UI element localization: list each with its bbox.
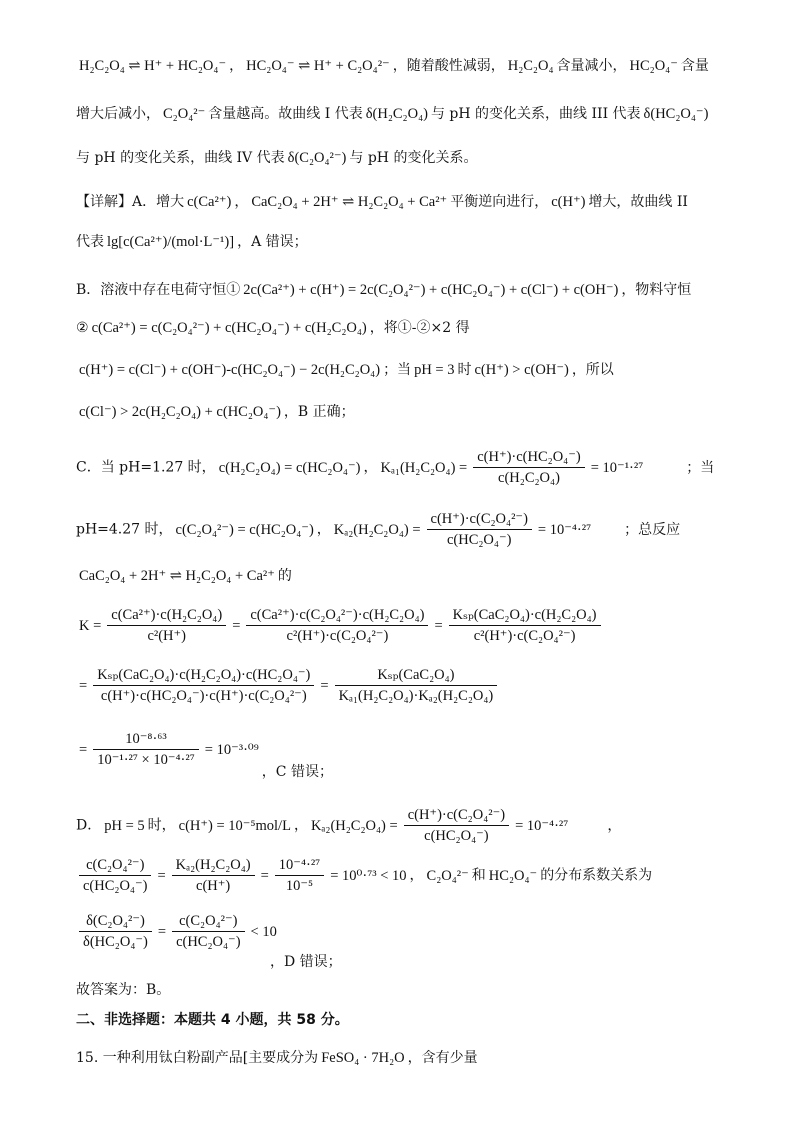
text: 增大，故曲线 II [588,194,688,210]
fraction [93,730,199,769]
text: 时 [457,362,472,378]
text-line [76,318,470,338]
equation: c(H₂C₂O₄) = c(HC₂O₄⁻) [218,459,361,476]
numerator: Kₛₚ(CaC₂O₄) [335,666,498,686]
text: 与 pH 的变化关系。 [349,150,478,166]
denominator: c²(H⁺)·c(C₂O₄²⁻) [286,628,389,644]
equation: c(H⁺) = c(Cl⁻) + c(OH⁻)-c(HC₂O₄⁻) − 2c(H₂C₂O₄) [79,362,381,378]
formula: FeSO₄ · 7H₂O [321,1050,405,1066]
denominator: c(HC₂O₄⁻) [176,934,241,950]
text-line [76,980,170,1000]
equals: = [157,867,166,884]
equation-line [76,666,500,705]
text: 含量越高。故曲线 I 代表 [208,106,363,122]
equation: HC₂O₄⁻ ⇌ H⁺ + C₂O₄²⁻ [246,58,390,74]
numerator: Kₛₚ(CaC₂O₄)·c(H₂C₂O₄)·c(HC₂O₄⁻) [93,666,314,686]
equation: c(Ca²⁺) = c(C₂O₄²⁻) + c(HC₂O₄⁻) + c(H₂C₂O₄) [91,320,367,336]
equation: H₂C₂O₄ ⇌ H⁺ + HC₂O₄⁻ [79,58,227,74]
denominator: 10⁻⁵ [285,878,314,894]
text: ，A 错误； [237,234,308,250]
text-line [76,566,292,586]
text: ② [76,320,89,336]
text: ， [607,817,622,834]
text: ， [363,459,378,476]
result: = 10⁻⁴·²⁷ [515,817,569,834]
equation-line [76,912,280,951]
text-line [76,360,614,380]
ka-label: Kₐ₂(H₂C₂O₄) = [333,521,421,538]
text: 【详解】A．增大 [76,194,185,210]
numerator: Kₐ₂(H₂C₂O₄) [172,856,255,876]
text: 的分布系数关系为 [540,867,653,884]
fraction [449,606,601,645]
fraction [427,510,532,549]
ka-label: Kₐ₁(H₂C₂O₄) = [380,459,468,476]
numerator: c(H⁺)·c(C₂O₄²⁻) [404,806,509,826]
text-line [76,192,688,212]
equation: c(C₂O₄²⁻) = c(HC₂O₄⁻) [175,521,314,538]
fraction [404,806,509,845]
numerator: c(C₂O₄²⁻) [172,912,244,932]
equals: = [157,923,167,940]
text: ， [293,817,308,834]
text-line [76,104,711,124]
text: ；当 [383,362,412,378]
text-line [270,952,342,972]
text: ，含有少量 [407,1050,478,1066]
denominator: c(H₂C₂O₄) [498,470,560,486]
fraction [172,912,244,951]
formula: lg[c(Ca²⁺)/(mol·L⁻¹)] [107,234,235,250]
equation: c(Cl⁻) > 2c(H₂C₂O₄) + c(HC₂O₄⁻) [79,404,281,420]
equation-line [76,730,333,780]
text: B．溶液中存在电荷守恒① [76,282,241,298]
text: 故答案为：B。 [76,982,171,998]
text-line [76,806,621,845]
text: ，C 错误； [261,763,333,780]
equation: CaC₂O₄ + 2H⁺ ⇌ H₂C₂O₄ + Ca²⁺ [79,568,275,584]
fraction [335,666,498,705]
text: ，将①-②×2 得 [369,320,470,336]
formula: δ(C₂O₄²⁻) [287,150,347,166]
numerator: Kₛₚ(CaC₂O₄)·c(H₂C₂O₄) [449,606,601,626]
text: C．当 pH=1.27 时， [76,459,216,476]
numerator: δ(C₂O₄²⁻) [79,912,152,932]
text: 的 [277,568,292,584]
denominator: c²(H⁺) [147,628,187,644]
k-label: K = [79,617,102,634]
numerator: c(H⁺)·c(HC₂O₄⁻) [473,448,585,468]
denominator: c(H⁺) [196,878,231,894]
fraction [275,856,324,895]
text: 时， [147,817,176,834]
formula: pH = 5 [104,817,145,834]
fraction [93,666,314,705]
text: 增大后减小， [76,106,160,122]
denominator: Kₐ₁(H₂C₂O₄)·Kₐ₂(H₂C₂O₄) [338,688,494,704]
result: = 10⁰·⁷³ < 10 [330,867,407,884]
text-line [76,448,714,487]
fraction [107,606,226,645]
text: D． [76,817,102,834]
formula: C₂O₄²⁻ [163,106,206,122]
text: ，所以 [571,362,614,378]
text: pH=4.27 时， [76,521,173,538]
formula: C₂O₄²⁻ [426,867,469,884]
text: ，物料守恒 [621,282,692,298]
text: ， [234,194,249,210]
denominator: δ(HC₂O₄⁻) [83,934,148,950]
result: = 10⁻⁴·²⁷ [537,521,592,538]
numerator: c(H⁺)·c(C₂O₄²⁻) [427,510,532,530]
text-line [76,402,355,422]
formula: H₂C₂O₄ [507,58,554,74]
text: 代表 [76,234,104,250]
equals: = [232,617,241,634]
formula: c(H⁺) > c(OH⁻) [474,362,569,378]
text-line [76,56,709,76]
formula: c(Ca²⁺) [187,194,232,210]
formula: c(H⁺) [551,194,586,210]
equals: = [79,741,88,758]
result: = 10⁻³·⁰⁹ [204,741,259,758]
denominator: c(HC₂O₄⁻) [83,878,148,894]
text: ，D 错误； [270,954,342,970]
text: ，随着酸性减弱， [392,58,505,74]
text: ， [316,521,331,538]
text: ， [229,58,244,74]
numerator: 10⁻⁴·²⁷ [275,856,324,876]
formula: pH = 3 [414,362,455,378]
fraction [79,912,152,951]
fraction [473,448,585,487]
text: 15. 一种利用钛白粉副产品[主要成分为 [76,1050,319,1066]
formula: δ(H₂C₂O₄) [365,106,428,122]
text: 与 pH 的变化关系，曲线 IV 代表 [76,150,285,166]
equation-line [76,606,604,645]
fraction [172,856,255,895]
result: < 10 [250,923,277,940]
heading-text: 二、非选择题：本题共 4 小题，共 58 分。 [76,1012,349,1028]
fraction [79,856,151,895]
equation: CaC₂O₄ + 2H⁺ ⇌ H₂C₂O₄ + Ca²⁺ [251,194,448,210]
ka-label: Kₐ₂(H₂C₂O₄) = [310,817,398,834]
text: 与 pH 的变化关系，曲线 III 代表 [430,106,641,122]
text: ；当 [686,459,715,476]
denominator: 10⁻¹·²⁷ × 10⁻⁴·²⁷ [97,752,195,768]
formula: HC₂O₄⁻ [629,58,678,74]
text: 和 [471,867,486,884]
equals: = [320,677,329,694]
text-line [76,148,477,168]
equals: = [79,677,88,694]
numerator: c(Ca²⁺)·c(H₂C₂O₄) [107,606,226,626]
equation-line [76,856,652,895]
text: ， [409,867,424,884]
text: ，B 正确； [283,404,355,420]
equals: = [260,867,269,884]
text-line [76,280,691,300]
result: = 10⁻¹·²⁷ [590,459,644,476]
fraction [246,606,428,645]
section-heading [76,1010,349,1030]
text: 含量减小， [556,58,627,74]
equation: 2c(Ca²⁺) + c(H⁺) = 2c(C₂O₄²⁻) + c(HC₂O₄⁻) + c(Cl⁻) + c(OH⁻) [243,282,619,298]
numerator: c(C₂O₄²⁻) [79,856,151,876]
text: 含量 [680,58,709,74]
text: ；总反应 [624,521,681,538]
denominator: c(H⁺)·c(HC₂O₄⁻)·c(H⁺)·c(C₂O₄²⁻) [100,688,307,704]
text: 平衡逆向进行， [450,194,549,210]
denominator: c(HC₂O₄⁻) [446,532,512,548]
formula: δ(HC₂O₄⁻) [643,106,709,122]
equation: c(H⁺) = 10⁻⁵mol/L [178,817,291,834]
numerator: 10⁻⁸·⁶³ [93,730,199,750]
text-line [76,510,680,549]
equals: = [434,617,443,634]
numerator: c(Ca²⁺)·c(C₂O₄²⁻)·c(H₂C₂O₄) [246,606,428,626]
text-line [76,232,308,252]
denominator: c(HC₂O₄⁻) [424,828,489,844]
text-line [76,1048,478,1068]
denominator: c²(H⁺)·c(C₂O₄²⁻) [473,628,576,644]
formula: HC₂O₄⁻ [488,867,538,884]
